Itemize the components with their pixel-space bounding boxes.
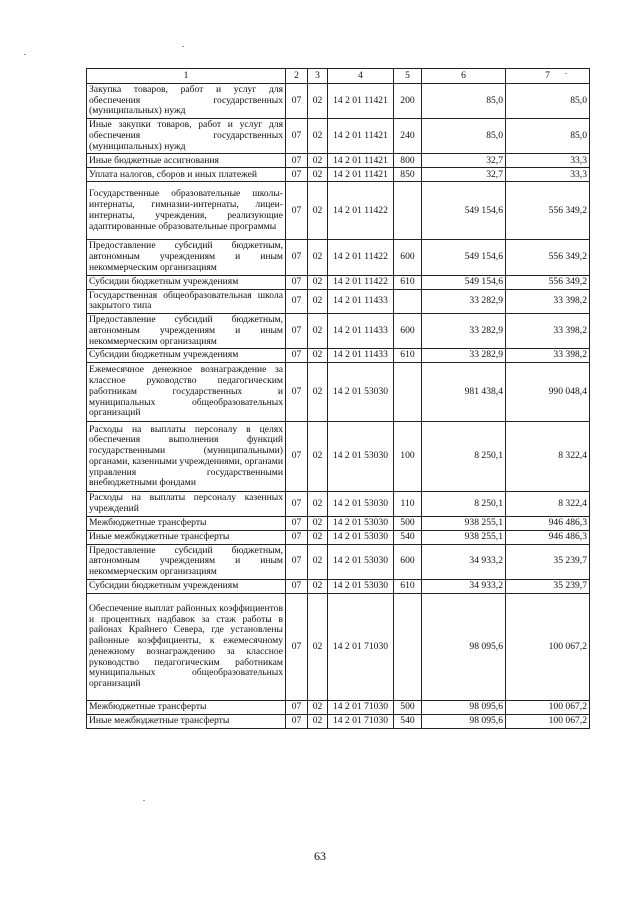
expense-type-cell: 600	[394, 240, 422, 275]
budget-table	[86, 68, 590, 729]
target-article-cell: 14 2 01 53030	[328, 544, 394, 579]
expense-type-cell: 110	[394, 492, 422, 516]
row-name-cell: Иные закупки товаров, работ и услуг для обеспечения государственных (муниципальных) нужд	[87, 119, 286, 154]
table-row	[87, 530, 590, 544]
amount-year1-cell: 85,0	[422, 119, 506, 154]
expense-type-cell: 600	[394, 314, 422, 349]
table-row	[87, 363, 590, 422]
row-name-cell: Субсидии бюджетным учреждениям	[87, 349, 286, 363]
target-article-cell: 14 2 01 53030	[328, 516, 394, 530]
amount-year2-cell: 33,3	[506, 154, 590, 168]
section-code-cell: 07	[286, 516, 308, 530]
amount-year1-cell: 33 282,9	[422, 289, 506, 313]
amount-year2-cell: 100 067,2	[506, 714, 590, 728]
table-row	[87, 275, 590, 289]
amount-year2-cell: 990 048,4	[506, 363, 590, 422]
amount-year2-cell: 946 486,3	[506, 516, 590, 530]
subsection-code-cell: 02	[308, 349, 328, 363]
target-article-cell: 14 2 01 11421	[328, 119, 394, 154]
section-code-cell: 07	[286, 714, 308, 728]
section-code-cell: 07	[286, 349, 308, 363]
target-article-cell: 14 2 01 11433	[328, 289, 394, 313]
header-cell: 4	[328, 69, 394, 84]
expense-type-cell: 540	[394, 714, 422, 728]
amount-year1-cell: 549 154,6	[422, 182, 506, 240]
expense-type-cell: 800	[394, 154, 422, 168]
row-name-cell: Обеспечение выплат районных коэффициентов и процентных надбавок за стаж работы в районах Крайнего Севера, где установлены районные коэффициенты, к ежемесячному денежному вознаграждению за классное руководство педагогическим работникам муниципальных общеобразовательных организаций	[87, 593, 286, 700]
amount-year2-cell: 35 239,7	[506, 579, 590, 593]
subsection-code-cell: 02	[308, 544, 328, 579]
row-name-cell: Расходы на выплаты персоналу казенных учреждений	[87, 492, 286, 516]
target-article-cell: 14 2 01 11422	[328, 275, 394, 289]
amount-year2-cell: 8 322,4	[506, 422, 590, 492]
table-row	[87, 700, 590, 714]
expense-type-cell: 200	[394, 84, 422, 119]
header-cell: 5	[394, 69, 422, 84]
header-cell: 3	[308, 69, 328, 84]
amount-year1-cell: 98 095,6	[422, 593, 506, 700]
amount-year2-cell: 100 067,2	[506, 593, 590, 700]
section-code-cell: 07	[286, 314, 308, 349]
subsection-code-cell: 02	[308, 84, 328, 119]
row-name-cell: Государственные образовательные школы-интернаты, гимназии-интернаты, лицеи-интернаты, учреждения, реализующие адаптированные образовательные программы	[87, 182, 286, 240]
expense-type-cell: 500	[394, 516, 422, 530]
section-code-cell: 07	[286, 579, 308, 593]
section-code-cell: 07	[286, 363, 308, 422]
subsection-code-cell: 02	[308, 579, 328, 593]
header-cell: 2	[286, 69, 308, 84]
section-code-cell: 07	[286, 492, 308, 516]
amount-year2-cell: 35 239,7	[506, 544, 590, 579]
target-article-cell: 14 2 01 11421	[328, 154, 394, 168]
amount-year2-cell: 33 398,2	[506, 289, 590, 313]
header-cell: 7	[506, 69, 590, 84]
amount-year1-cell: 98 095,6	[422, 714, 506, 728]
amount-year1-cell: 85,0	[422, 84, 506, 119]
header-cell: 1	[87, 69, 286, 84]
subsection-code-cell: 02	[308, 289, 328, 313]
amount-year1-cell: 98 095,6	[422, 700, 506, 714]
target-article-cell: 14 2 01 11433	[328, 349, 394, 363]
amount-year1-cell: 32,7	[422, 154, 506, 168]
page-number: 63	[314, 849, 326, 863]
section-code-cell: 07	[286, 593, 308, 700]
amount-year2-cell: 556 349,2	[506, 182, 590, 240]
table-row	[87, 182, 590, 240]
row-name-cell: Предоставление субсидий бюджетным, автономным учреждениям и иным некоммерческим организациям	[87, 314, 286, 349]
row-name-cell: Субсидии бюджетным учреждениям	[87, 579, 286, 593]
amount-year2-cell: 85,0	[506, 84, 590, 119]
amount-year1-cell: 549 154,6	[422, 275, 506, 289]
section-code-cell: 07	[286, 154, 308, 168]
scan-speck	[565, 73, 567, 74]
table-row	[87, 579, 590, 593]
amount-year1-cell: 34 933,2	[422, 544, 506, 579]
table-row	[87, 154, 590, 168]
amount-year2-cell: 33 398,2	[506, 349, 590, 363]
amount-year2-cell: 8 322,4	[506, 492, 590, 516]
row-name-cell: Уплата налогов, сборов и иных платежей	[87, 168, 286, 182]
section-code-cell: 07	[286, 530, 308, 544]
amount-year1-cell: 32,7	[422, 168, 506, 182]
subsection-code-cell: 02	[308, 422, 328, 492]
table-body	[87, 84, 590, 729]
row-name-cell: Расходы на выплаты персоналу в целях обеспечения выполнения функций государственными (муниципальными) органами, казенными учреждениями, органами управления государственными внебюджетными фондами	[87, 422, 286, 492]
target-article-cell: 14 2 01 11433	[328, 314, 394, 349]
subsection-code-cell: 02	[308, 593, 328, 700]
expense-type-cell: 610	[394, 349, 422, 363]
expense-type-cell: 240	[394, 119, 422, 154]
amount-year1-cell: 938 255,1	[422, 516, 506, 530]
section-code-cell: 07	[286, 168, 308, 182]
section-code-cell: 07	[286, 182, 308, 240]
table-row	[87, 593, 590, 700]
section-code-cell: 07	[286, 422, 308, 492]
target-article-cell: 14 2 01 71030	[328, 700, 394, 714]
amount-year2-cell: 946 486,3	[506, 530, 590, 544]
target-article-cell: 14 2 01 53030	[328, 579, 394, 593]
subsection-code-cell: 02	[308, 154, 328, 168]
amount-year1-cell: 549 154,6	[422, 240, 506, 275]
target-article-cell: 14 2 01 11422	[328, 182, 394, 240]
subsection-code-cell: 02	[308, 240, 328, 275]
amount-year1-cell: 981 438,4	[422, 363, 506, 422]
amount-year1-cell: 938 255,1	[422, 530, 506, 544]
subsection-code-cell: 02	[308, 700, 328, 714]
row-name-cell: Предоставление субсидий бюджетным, автономным учреждениям и иным некоммерческим организациям	[87, 240, 286, 275]
expense-type-cell: 500	[394, 700, 422, 714]
target-article-cell: 14 2 01 11421	[328, 84, 394, 119]
amount-year2-cell: 33,3	[506, 168, 590, 182]
table-row	[87, 168, 590, 182]
row-name-cell: Иные бюджетные ассигнования	[87, 154, 286, 168]
header-row	[87, 69, 590, 84]
row-name-cell: Межбюджетные трансферты	[87, 516, 286, 530]
subsection-code-cell: 02	[308, 714, 328, 728]
table-row	[87, 119, 590, 154]
row-name-cell: Субсидии бюджетным учреждениям	[87, 275, 286, 289]
row-name-cell: Предоставление субсидий бюджетным, автономным учреждениям и иным некоммерческим организациям	[87, 544, 286, 579]
expense-type-cell: 540	[394, 530, 422, 544]
section-code-cell: 07	[286, 275, 308, 289]
expense-type-cell: 850	[394, 168, 422, 182]
section-code-cell: 07	[286, 289, 308, 313]
section-code-cell: 07	[286, 84, 308, 119]
target-article-cell: 14 2 01 71030	[328, 714, 394, 728]
expense-type-cell	[394, 363, 422, 422]
amount-year1-cell: 33 282,9	[422, 314, 506, 349]
subsection-code-cell: 02	[308, 119, 328, 154]
row-name-cell: Ежемесячное денежное вознаграждение за классное руководство педагогическим работникам государственных и муниципальных общеобразовательных организаций	[87, 363, 286, 422]
target-article-cell: 14 2 01 53030	[328, 492, 394, 516]
expense-type-cell: 610	[394, 275, 422, 289]
subsection-code-cell: 02	[308, 492, 328, 516]
row-name-cell: Межбюджетные трансферты	[87, 700, 286, 714]
section-code-cell: 07	[286, 544, 308, 579]
row-name-cell: Иные межбюджетные трансферты	[87, 530, 286, 544]
amount-year1-cell: 34 933,2	[422, 579, 506, 593]
amount-year2-cell: 556 349,2	[506, 240, 590, 275]
row-name-cell: Государственная общеобразовательная школа закрытого типа	[87, 289, 286, 313]
scan-speck	[182, 46, 184, 47]
subsection-code-cell: 02	[308, 168, 328, 182]
table-row	[87, 349, 590, 363]
table-row	[87, 289, 590, 313]
amount-year2-cell: 33 398,2	[506, 314, 590, 349]
subsection-code-cell: 02	[308, 182, 328, 240]
target-article-cell: 14 2 01 53030	[328, 422, 394, 492]
row-name-cell: Иные межбюджетные трансферты	[87, 714, 286, 728]
expense-type-cell	[394, 289, 422, 313]
target-article-cell: 14 2 01 53030	[328, 363, 394, 422]
expense-type-cell	[394, 182, 422, 240]
header-cell: 6	[422, 69, 506, 84]
table-row	[87, 84, 590, 119]
scan-speck	[24, 54, 26, 55]
table-row	[87, 314, 590, 349]
amount-year1-cell: 33 282,9	[422, 349, 506, 363]
subsection-code-cell: 02	[308, 314, 328, 349]
target-article-cell: 14 2 01 53030	[328, 530, 394, 544]
table-row	[87, 516, 590, 530]
section-code-cell: 07	[286, 240, 308, 275]
amount-year1-cell: 8 250,1	[422, 492, 506, 516]
amount-year1-cell: 8 250,1	[422, 422, 506, 492]
section-code-cell: 07	[286, 700, 308, 714]
table-row	[87, 544, 590, 579]
table-row	[87, 492, 590, 516]
table-row	[87, 240, 590, 275]
amount-year2-cell: 100 067,2	[506, 700, 590, 714]
expense-type-cell	[394, 593, 422, 700]
subsection-code-cell: 02	[308, 275, 328, 289]
amount-year2-cell: 85,0	[506, 119, 590, 154]
subsection-code-cell: 02	[308, 363, 328, 422]
table-row	[87, 422, 590, 492]
expense-type-cell: 100	[394, 422, 422, 492]
target-article-cell: 14 2 01 11422	[328, 240, 394, 275]
section-code-cell: 07	[286, 119, 308, 154]
expense-type-cell: 610	[394, 579, 422, 593]
subsection-code-cell: 02	[308, 530, 328, 544]
target-article-cell: 14 2 01 11421	[328, 168, 394, 182]
expense-type-cell: 600	[394, 544, 422, 579]
target-article-cell: 14 2 01 71030	[328, 593, 394, 700]
subsection-code-cell: 02	[308, 516, 328, 530]
row-name-cell: Закупка товаров, работ и услуг для обеспечения государственных (муниципальных) нужд	[87, 84, 286, 119]
scan-speck	[143, 800, 145, 801]
amount-year2-cell: 556 349,2	[506, 275, 590, 289]
table-row	[87, 714, 590, 728]
